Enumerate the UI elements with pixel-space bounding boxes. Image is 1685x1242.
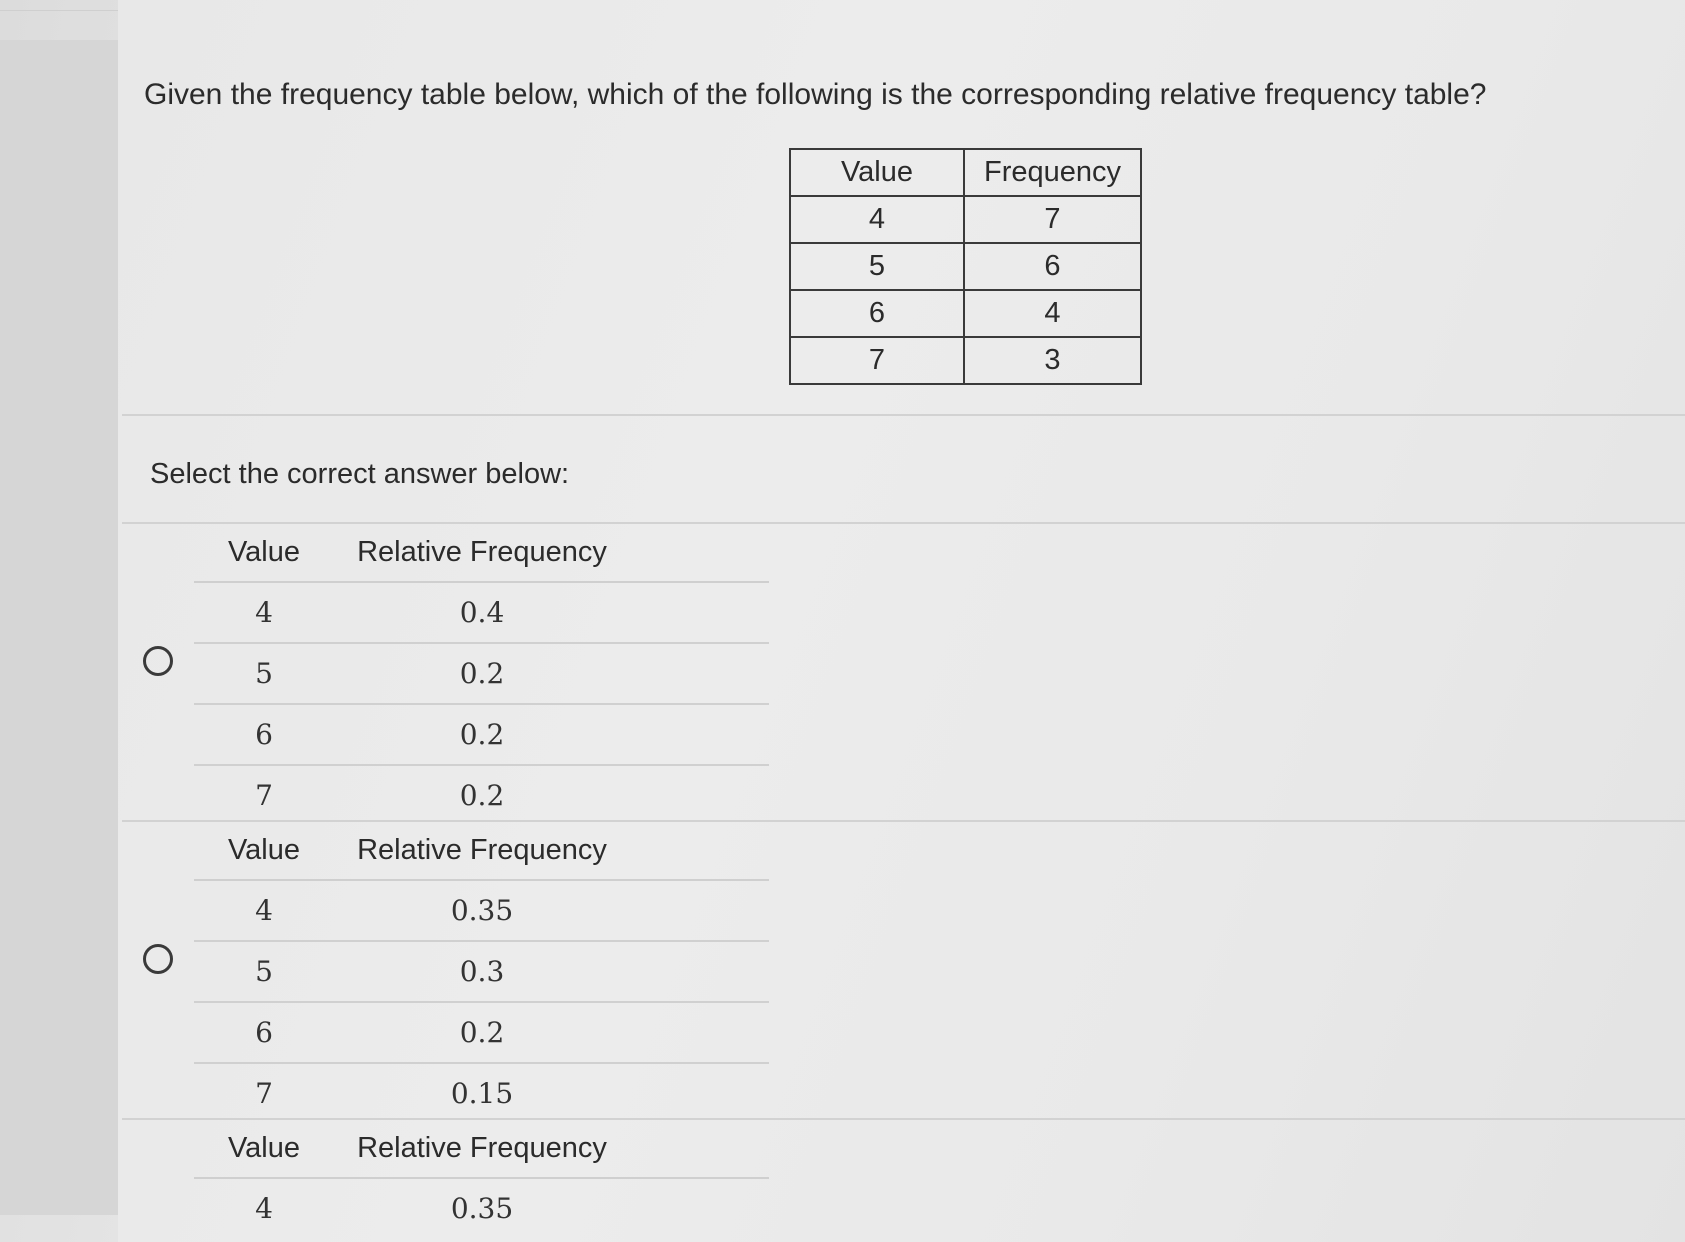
- header-value: Value: [790, 149, 964, 196]
- header-value: Value: [227, 834, 301, 866]
- frequency-table: [789, 148, 1142, 385]
- answer-option-2[interactable]: [122, 822, 1685, 1118]
- relative-frequency-cell: 0.15: [450, 1077, 514, 1110]
- value-cell: 5: [255, 955, 273, 988]
- table-row: [194, 1179, 769, 1238]
- relative-frequency-cell: 0.2: [459, 1016, 505, 1049]
- answer-prompt: Select the correct answer below:: [150, 458, 570, 490]
- table-header-row: [194, 1120, 769, 1179]
- frequency-table-header: [790, 149, 1141, 196]
- value-cell: 6: [790, 290, 964, 337]
- table-row: [194, 766, 769, 825]
- relative-frequency-cell: 0.4: [459, 596, 505, 629]
- answer-option-1[interactable]: [122, 524, 1685, 820]
- relative-frequency-cell: 0.2: [459, 657, 505, 690]
- value-cell: 7: [255, 1077, 273, 1110]
- value-cell: 6: [255, 718, 273, 751]
- relative-frequency-table: [194, 822, 769, 1123]
- relative-frequency-cell: 0.2: [459, 718, 505, 751]
- table-row: [194, 1003, 769, 1064]
- table-header-row: [194, 822, 769, 881]
- table-row: [790, 243, 1141, 290]
- relative-frequency-table: [194, 524, 769, 825]
- section-divider: [122, 414, 1685, 416]
- frequency-cell: 7: [964, 196, 1141, 243]
- header-value: Value: [227, 536, 301, 568]
- header-relative-frequency: Relative Frequency: [357, 536, 607, 568]
- value-cell: 5: [255, 657, 273, 690]
- table-row: [194, 583, 769, 644]
- relative-frequency-cell: 0.35: [450, 894, 514, 927]
- table-row: [194, 942, 769, 1003]
- frequency-cell: 4: [964, 290, 1141, 337]
- header-relative-frequency: Relative Frequency: [357, 1132, 607, 1164]
- table-row: [790, 337, 1141, 384]
- value-cell: 5: [790, 243, 964, 290]
- answer-option-3[interactable]: [122, 1120, 1685, 1242]
- value-cell: 6: [255, 1016, 273, 1049]
- table-row: [790, 290, 1141, 337]
- value-cell: 4: [255, 894, 273, 927]
- frequency-cell: 6: [964, 243, 1141, 290]
- left-strip: [0, 40, 118, 1215]
- frequency-cell: 3: [964, 337, 1141, 384]
- header-value: Value: [227, 1132, 301, 1164]
- table-row: [194, 1064, 769, 1123]
- value-cell: 7: [790, 337, 964, 384]
- value-cell: 7: [255, 779, 273, 812]
- table-header-row: [194, 524, 769, 583]
- question-text: Given the frequency table below, which of the following is the corresponding relative frequency table?: [144, 78, 1487, 111]
- relative-frequency-cell: 0.3: [459, 955, 505, 988]
- header-relative-frequency: Relative Frequency: [357, 834, 607, 866]
- table-row: [194, 644, 769, 705]
- header-frequency: Frequency: [964, 149, 1141, 196]
- table-row: [194, 881, 769, 942]
- table-row: [790, 196, 1141, 243]
- relative-frequency-cell: 0.35: [450, 1192, 514, 1225]
- radio-button[interactable]: [143, 944, 173, 974]
- radio-button[interactable]: [143, 646, 173, 676]
- relative-frequency-table: [194, 1120, 769, 1238]
- value-cell: 4: [790, 196, 964, 243]
- relative-frequency-cell: 0.2: [459, 779, 505, 812]
- value-cell: 4: [255, 1192, 273, 1225]
- table-row: [194, 705, 769, 766]
- value-cell: 4: [255, 596, 273, 629]
